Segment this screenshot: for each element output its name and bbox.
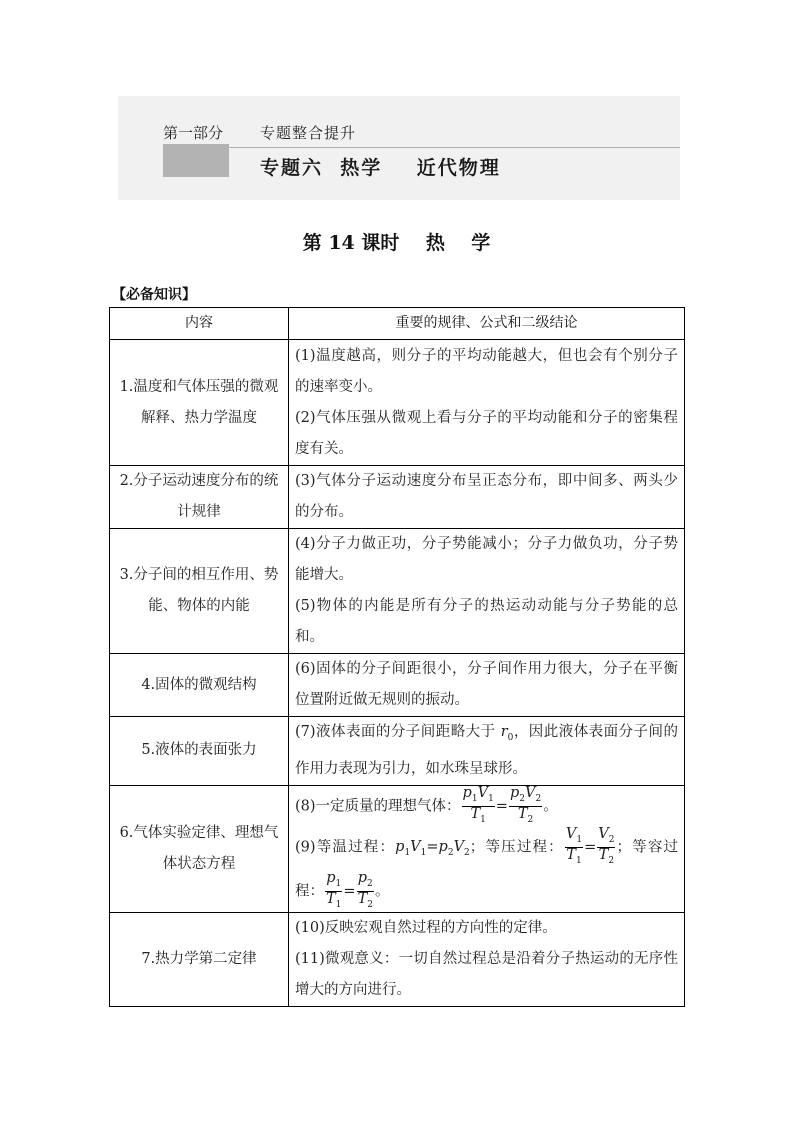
fraction-p2v2-t2: $\frac{p_2V_2}{T_2}$	[509, 784, 542, 825]
row-topic: 3.分子间的相互作用、势能、物体的内能	[110, 529, 289, 654]
header-content: 内容	[110, 308, 289, 340]
row-topic: 6.气体实验定律、理想气体状态方程	[110, 785, 289, 912]
fraction-v1-t1: $\frac{V_1}{T_1}$	[565, 825, 583, 866]
rule-item: (6)固体的分子间距很小，分子间作用力很大，分子在平衡位置附近做无规则的振动。	[295, 661, 678, 708]
row-content	[289, 340, 685, 466]
rule-item: (5)物体的内能是所有分子的热运动动能与分子势能的总和。	[295, 598, 678, 645]
table-row	[110, 785, 685, 912]
row-topic: 7.热力学第二定律	[110, 912, 289, 1006]
banner-gray-block	[163, 144, 229, 177]
banner-divider	[229, 147, 680, 148]
rule-item-ideal-gas: (8)一定质量的理想气体： $\frac{p_1V_1}{T_1}$ = $\frac{p_2V_2}{T_2}$ 。	[295, 784, 558, 825]
rule-item: (11)微观意义：一切自然过程总是沿着分子热运动的无序性增大的方向进行。	[295, 950, 678, 998]
rule-text: (7)液体表面的分子间距略大于	[295, 724, 501, 740]
row-topic: 2.分子运动速度分布的统计规律	[110, 466, 289, 529]
rule-item: (10)反映宏观自然过程的方向性的定律。	[295, 919, 557, 936]
topic-title: 专题六 热学 近代物理	[260, 157, 501, 179]
table-row	[110, 654, 685, 717]
isothermal-formula: $p_1V_1=p_2V_2$	[395, 839, 470, 858]
knowledge-table	[109, 307, 685, 1007]
part-subtitle: 专题整合提升	[260, 124, 357, 142]
row-topic: 1.温度和气体压强的微观解释、热力学温度	[110, 340, 289, 466]
section-label: 【必备知识】	[112, 287, 196, 303]
chapter-banner	[118, 96, 680, 200]
symbol-r: r	[500, 724, 508, 740]
rule-item: (2)气体压强从微观上看与分子的平均动能和分子的密集程度有关。	[295, 409, 678, 457]
row-topic: 4.固体的微观结构	[110, 654, 289, 717]
rule-item: (1)温度越高，则分子的平均动能越大，但也会有个别分子的速率变小。	[295, 347, 678, 395]
table-header-row	[110, 308, 685, 340]
fraction-p1-t1: $\frac{p_1}{T_1}$	[326, 869, 342, 910]
fraction-v2-t2: $\frac{V_2}{T_2}$	[598, 825, 615, 866]
row-content	[289, 466, 685, 529]
row-content	[289, 717, 685, 786]
fraction-p1v1-t1: $\frac{p_1V_1}{T_1}$	[462, 784, 494, 825]
table-row	[110, 912, 685, 1006]
fraction-p2-t2: $\frac{p_2}{T_2}$	[357, 869, 373, 910]
rule-text: ，因此液体表面分子间的作用力表现为引力，如水珠呈球形。	[295, 724, 678, 777]
table-row	[110, 466, 685, 529]
table-row	[110, 717, 685, 786]
header-rules: 重要的规律、公式和二级结论	[289, 308, 685, 340]
row-content	[289, 654, 685, 717]
rule-item-gas-processes: (9)等温过程：$p_1V_1=p_2V_2$；等压过程： $\frac{V_1}{T_1}$ = $\frac{V_2}{T_2}$ ；等容过程： $\frac{p_1}{T_1}$ = $\frac{p_2}{T_2}$ 。	[295, 825, 679, 910]
row-content	[289, 529, 685, 654]
rule-item: (3)气体分子运动速度分布呈正态分布，即中间多、两头少的分布。	[295, 473, 678, 520]
lesson-title: 第 14 课时 热 学	[302, 232, 491, 254]
row-topic: 5.液体的表面张力	[110, 717, 289, 786]
row-content	[289, 912, 685, 1006]
table-row	[110, 340, 685, 466]
table-row	[110, 529, 685, 654]
rule-item: (4)分子力做正功，分子势能减小；分子力做负功，分子势能增大。	[295, 536, 678, 583]
row-content	[289, 785, 685, 912]
part-label: 第一部分	[163, 124, 224, 142]
symbol-r-subscript: 0	[507, 732, 514, 743]
